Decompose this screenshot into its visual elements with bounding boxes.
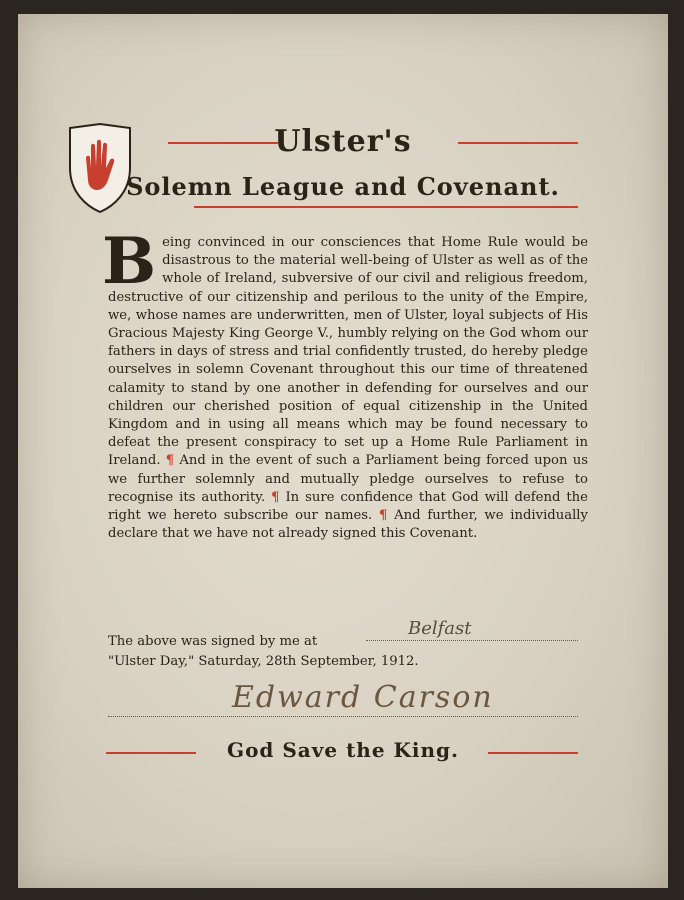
place-dotted-line [366, 640, 578, 641]
subtitle-underline [194, 206, 578, 208]
covenant-document [18, 14, 668, 888]
title-solemn-league: Solemn League and Covenant. [126, 172, 560, 201]
signed-line-2: "Ulster Day," Saturday, 28th September, 1912. [108, 654, 419, 669]
signed-line-1: The above was signed by me at [108, 634, 318, 649]
paragraph-mark-icon: ¶ [378, 508, 388, 524]
covenant-text-part-2: And in the event of such a Parliament being forced upon us we further solemnly and mutually pledge ourselves to refuse to recognise its authority. [108, 453, 588, 505]
paragraph-mark-icon: ¶ [165, 453, 175, 469]
drop-cap: B [102, 224, 157, 299]
title-ulsters: Ulster's [274, 124, 412, 159]
covenant-text-part-4: And further, we individually declare that we have not already signed this Covenant. [108, 508, 588, 542]
covenant-text-part-3: In sure confidence that God will defend the right we hereto subscribe our names. [108, 489, 588, 524]
signature-dotted-line [108, 716, 578, 717]
signed-place-handwritten: Belfast [408, 618, 472, 639]
covenant-text-part-1: eing convinced in our consciences that Home Rule would be disastrous to the material well-being of Ulster as well as of the whole of Ireland, subversive of our civil and religious freedom, destructive of our citizenship and perilous to the unity of the Empire, we, whose names are underwritten, men of Ulster, loyal subjects of His Gracious Majesty King George V., humbly relying on the God whom our fathers in days of stress and trial confidently trusted, do hereby pledge ourselves in solemn Covenant throughout this our time of threatened calamity to stand by one another in defending for ourselves and our children our cherished position of equal citizenship in the United Kingdom and in using all means which may be found necessary to defeat the present conspiracy to set up a Home Rule Parliament in Ireland. [108, 235, 588, 469]
signed-statement [108, 632, 608, 672]
paragraph-mark-icon: ¶ [271, 489, 280, 505]
signature: Edward Carson [232, 680, 494, 715]
covenant-text [102, 224, 588, 543]
closing-god-save-the-king: God Save the King. [226, 738, 459, 762]
